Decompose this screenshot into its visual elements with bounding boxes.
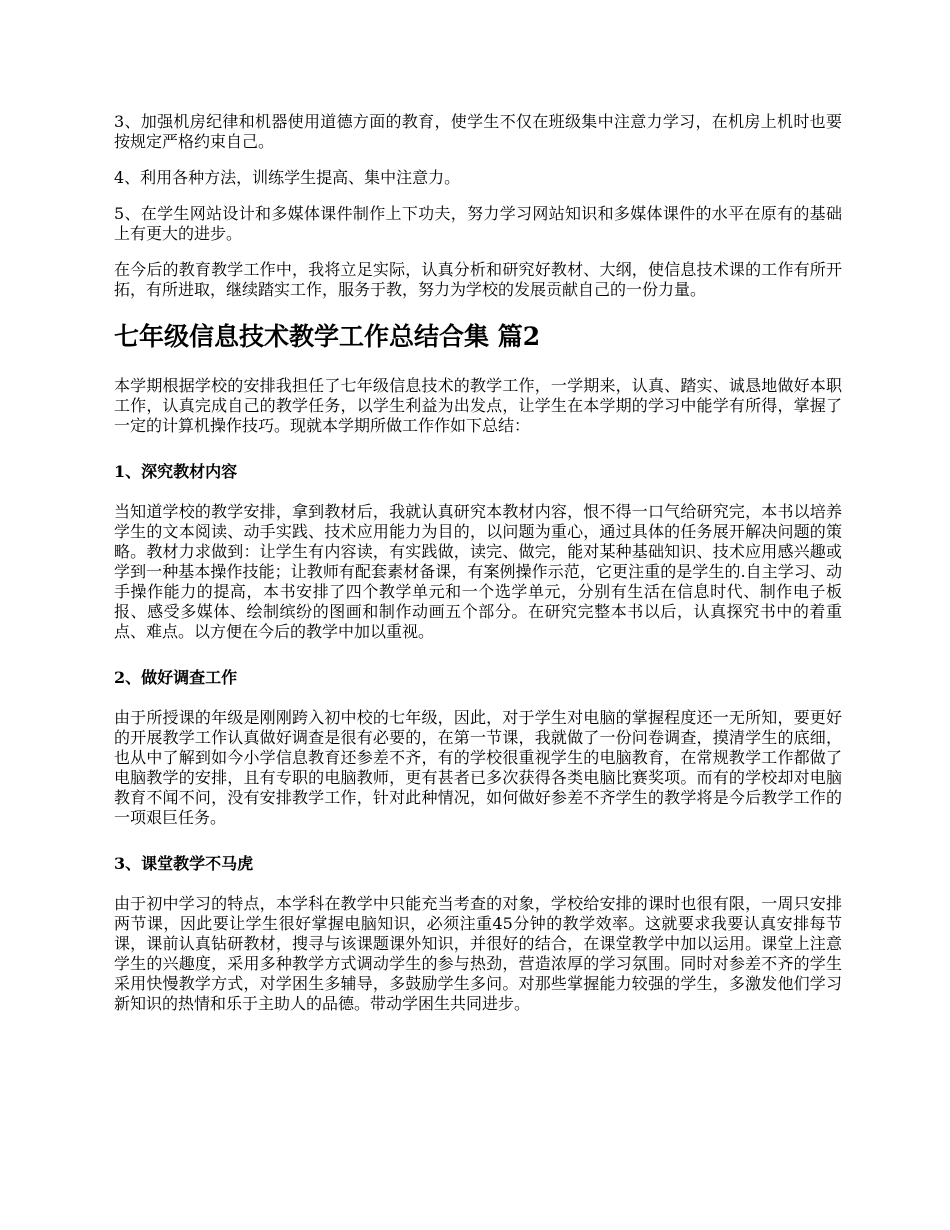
subsection-body-1: 当知道学校的教学安排，拿到教材后，我就认真研究本教材内容，恨不得一口气给研究完，本书以培养学生的文本阅读、动手实践、技术应用能力为目的，以问题为重心，通过具体的任务展开解决问题的策略。教材力求做到：让学生有内容读，有实践做，读完、做完，能对某种基础知识、技术应用感兴趣或学到一种基本操作技能；让教师有配套素材备课，有案例操作示范，它更注重的是学生的.自主学习、动手操作能力的提高，本书安排了四个教学单元和一个选学单元，分别有生活在信息时代、制作电子板报、感受多媒体、绘制缤纷的图画和制作动画五个部分。在研究完整本书以后，认真探究书中的着重点、难点。以方便在今后的教学中加以重视。 xyxy=(114,502,842,641)
subsection-heading-2: 2、做好调查工作 xyxy=(114,668,238,687)
subsection-body-3: 由于初中学习的特点，本学科在教学中只能充当考查的对象，学校给安排的课时也很有限，一周只安排两节课，因此要让学生很好掌握电脑知识，必须注重45分钟的教学效率。这就要求我要认真安排每节课，课前认真钻研教材，搜寻与该课题课外知识，并很好的结合，在课堂教学中加以运用。课堂上注意学生的兴趣度，采用多种教学方式调动学生的参与热劲，营造浓厚的学习氛围。同时对参差不齐的学生采用快慢教学方式，对学困生多辅导，多鼓励学生多问。对那些掌握能力较强的学生，多激发他们学习新知识的热情和乐于主助人的品德。带动学困生共同进步。 xyxy=(114,894,842,1013)
paragraph-item-5: 5、在学生网站设计和多媒体课件制作上下功夫，努力学习网站知识和多媒体课件的水平在原有的基础上有更大的进步。 xyxy=(114,204,842,243)
paragraph-item-4: 4、利用各种方法，训练学生提高、集中注意力。 xyxy=(114,168,461,187)
document-page xyxy=(114,112,842,1014)
subsection-body-2: 由于所授课的年级是刚刚跨入初中校的七年级，因此，对于学生对电脑的掌握程度还一无所知，要更好的开展教学工作认真做好调查是很有必要的，在第一节课，我就做了一份问卷调查，摸清学生的底细，也从中了解到如今小学信息教育还参差不齐，有的学校很重视学生的电脑教育，在常规教学工作都做了电脑教学的安排，且有专职的电脑教师，更有甚者已多次获得各类电脑比赛奖项。而有的学校却对电脑教育不闻不问，没有安排教学工作，针对此种情况，如何做好参差不齐学生的教学将是今后教学工作的一项艰巨任务。 xyxy=(114,708,842,827)
section-title: 七年级信息技术教学工作总结合集 篇2 xyxy=(114,322,541,351)
subsection-heading-3: 3、课堂教学不马虎 xyxy=(114,854,254,873)
paragraph-conclusion: 在今后的教育教学工作中，我将立足实际，认真分析和研究好教材、大纲，使信息技术课的工作有所开拓，有所进取，继续踏实工作，服务于教，努力为学校的发展贡献自己的一份力量。 xyxy=(114,260,842,299)
paragraph-item-3: 3、加强机房纪律和机器使用道德方面的教育，使学生不仅在班级集中注意力学习，在机房上机时也要按规定严格约束自己。 xyxy=(114,112,842,151)
subsection-heading-1: 1、深究教材内容 xyxy=(114,462,238,481)
intro-paragraph: 本学期根据学校的安排我担任了七年级信息技术的教学工作，一学期来，认真、踏实、诚恳地做好本职工作，认真完成自己的教学任务，以学生利益为出发点，让学生在本学期的学习中能学有所得，掌握了一定的计算机操作技巧。现就本学期所做工作作如下总结： xyxy=(114,376,842,435)
